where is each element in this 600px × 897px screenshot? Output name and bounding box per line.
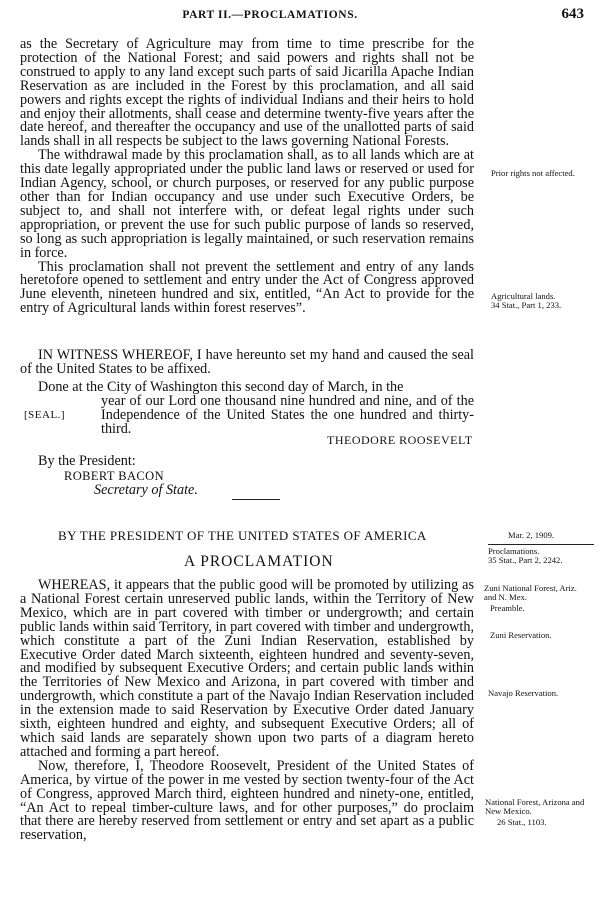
paragraph-whereas: WHEREAS, it appears that the public good will be promoted by utilizing as a National Forest certain unreserved public lands, within the Territory of New Mexico, which are in part covered with timber or undergrowth; and certain public lands within said Territory, in part covered with timber and undergrowth, which constitute a part of the Zuni Indian Reservation, established by Executive Order dated March sixteenth, eighteen hundred and seventy-seven, and modified by subsequent Executive Orders; and certain public lands within the Territories of New Mexico and Arizona, in part covered with timber and undergrowth, which constitute a part of the Navajo Indian Reservation included in the extension made to said Reservation by Executive Order dated January sixth, eighteen hundred and eighty, and subsequent Executive Orders; all of which said lands are separately shown upon two parts of a diagram hereto attached and forming a part hereof. xyxy=(20,577,474,760)
margin-note-preamble: Preamble. xyxy=(490,603,525,613)
margin-note-agricultural-cite: 34 Stat., Part 1, 233. xyxy=(491,300,562,310)
paragraph-now-therefore: Now, therefore, I, Theodore Roosevelt, President of the United States of America, by virtue of the power in me vested by section twenty-four of the Act of Congress, approved March third, eighteen hundred and ninety-one, entitled, “An Act to repeal timber-culture laws, and for other purposes,” do proclaim that there are hereby reserved from settlement or entry and set apart as a public reservation, xyxy=(20,757,474,844)
seal-mark: [SEAL.] xyxy=(24,408,66,421)
done-rest-text: year of our Lord one thousand nine hundred and nine, and of the Independence of the United States the one hundred and thirty-third. xyxy=(101,392,474,437)
margin-note-national-forest: National Forest, Arizona and New Mexico. xyxy=(485,797,585,816)
by-president-label: By the President: xyxy=(38,453,136,469)
proclamation-heading: BY THE PRESIDENT OF THE UNITED STATES OF AMERICA xyxy=(58,528,427,543)
done-block xyxy=(20,381,474,437)
margin-note-national-forest-cite: 26 Stat., 1103. xyxy=(497,817,547,827)
done-line: Done at the City of Washington this second day of March, in the xyxy=(38,379,404,395)
running-head: PART II.—PROCLAMATIONS. xyxy=(182,9,358,21)
paragraph-withdrawal: The withdrawal made by this proclamation shall, as to all lands which are at this date legally appropriated under the public land laws or reserved or used for Indian Agency, school, or church purposes, or reserved for any public purpose other than for Indian occupancy and use under such Executive Orders, be subject to, and shall not interfere with, or defeat legal rights under such appropriation, or prevent the use for such public purpose of lands so reserved, so long as such appropriation is legally maintained, or such reservation remains in force. xyxy=(20,147,474,261)
witness-paragraph: IN WITNESS WHEREOF, I have hereunto set my hand and caused the seal of the United States to be affixed. xyxy=(20,347,474,377)
paragraph-settlement: This proclamation shall not prevent the settlement and entry of any lands heretofore opened to settlement and entry under the Act of Congress approved June eleventh, nineteen hundred and six, entitled, “An Act to provide for the entry of Agricultural lands within forest reserves”. xyxy=(20,258,474,317)
paragraph-continuation: as the Secretary of Agriculture may from time to time prescribe for the protection of the National Forest; and said powers and rights shall not be construed to apply to any land except such parts of said Jicarilla Apache Indian Reservation as are included in the Forest by this proclamation, and all said powers and rights except the rights of individual Indians and their heirs to hold and enjoy their allotments, shall cease and determine twenty-five years after the date hereof, and thereafter the occupancy and use of the unallotted parts of said lands shall in all respects be subject to the laws governing National Forests. xyxy=(20,36,474,150)
section-divider xyxy=(232,499,280,500)
done-rest xyxy=(20,392,474,437)
margin-note-zuni-reservation: Zuni Reservation. xyxy=(490,630,552,640)
secretary-title: Secretary of State. xyxy=(94,482,198,498)
margin-note-agricultural: Agricultural lands. xyxy=(491,291,556,301)
proclamation-title: A PROCLAMATION xyxy=(184,553,334,570)
page-number: 643 xyxy=(561,6,584,22)
secretary-name: ROBERT BACON xyxy=(64,468,165,483)
margin-note-date: Mar. 2, 1909. xyxy=(508,530,555,540)
margin-note-proclamations-cite: 35 Stat., Part 2, 2242. xyxy=(488,555,563,565)
page-header xyxy=(20,6,590,26)
margin-note-proclamations: Proclamations. xyxy=(488,544,594,556)
witness-block xyxy=(20,349,474,377)
attestation xyxy=(38,454,198,498)
margin-note-navajo-reservation: Navajo Reservation. xyxy=(488,688,559,698)
margin-note-prior-rights: Prior rights not affected. xyxy=(491,168,575,178)
signature: THEODORE ROOSEVELT xyxy=(327,433,473,447)
margin-note-zuni-forest: Zuni National Forest, Ariz. and N. Mex. xyxy=(484,583,577,602)
body-bottom xyxy=(20,579,474,843)
body-top xyxy=(20,38,474,316)
